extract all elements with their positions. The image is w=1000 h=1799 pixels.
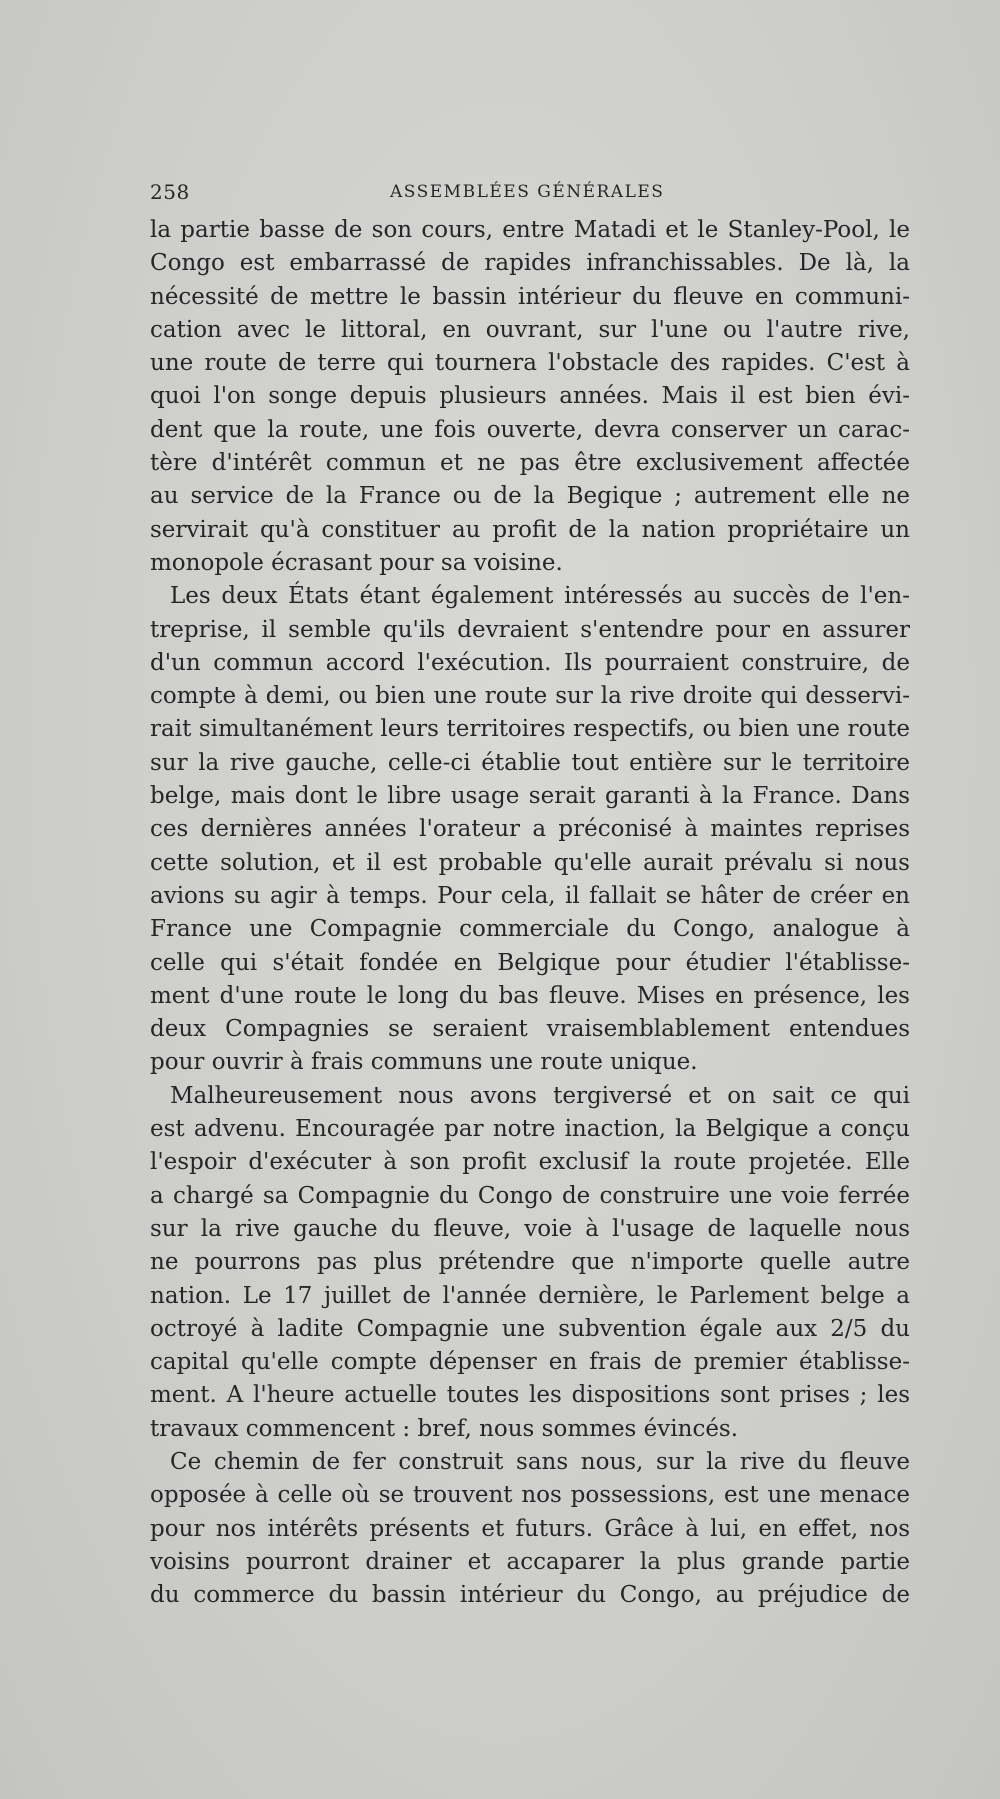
text-line: voisins pourront drainer et accaparer la plus grande partie: [150, 1548, 910, 1575]
text-line: deux Compagnies se seraient vraisemblablement entendues: [150, 1016, 910, 1043]
body-text: [150, 214, 910, 1612]
text-line: pour nos intérêts présents et futurs. Grâce à lui, en effet, nos: [150, 1515, 910, 1542]
text-line: au service de la France ou de la Begique ; autrement elle ne: [150, 483, 910, 510]
text-line: ces dernières années l'orateur a préconisé à maintes reprises: [150, 816, 910, 843]
text-line: opposée à celle où se trouvent nos possessions, est une menace: [150, 1482, 910, 1509]
page-header: [150, 180, 910, 206]
text-line: la partie basse de son cours, entre Matadi et le Stanley-Pool, le: [150, 217, 910, 243]
text-line: nation. Le 17 juillet de l'année dernière, le Parlement belge a: [150, 1282, 910, 1309]
text-line: tère d'intérêt commun et ne pas être exclusivement affectée: [150, 450, 910, 477]
text-line: monopole écrasant pour sa voisine.: [150, 549, 563, 576]
text-line: cation avec le littoral, en ouvrant, sur l'une ou l'autre rive,: [150, 316, 910, 343]
text-line: pour ouvrir à frais communs une route unique.: [150, 1049, 698, 1076]
text-line: belge, mais dont le libre usage serait garanti à la France. Dans: [150, 783, 910, 810]
text-line: compte à demi, ou bien une route sur la rive droite qui desservi-: [150, 683, 910, 710]
text-line: avions su agir à temps. Pour cela, il fallait se hâter de créer en: [150, 882, 910, 909]
text-line: sur la rive gauche, celle-ci établie tout entière sur le territoire: [150, 749, 910, 776]
text-line: sur la rive gauche du fleuve, voie à l'usage de laquelle nous: [150, 1215, 910, 1242]
text-line: une route de terre qui tournera l'obstacle des rapides. C'est à: [150, 350, 910, 377]
text-line: a chargé sa Compagnie du Congo de construire une voie ferrée: [150, 1182, 910, 1209]
text-line: France une Compagnie commerciale du Congo, analogue à: [150, 916, 910, 943]
text-line: travaux commencent : bref, nous sommes évincés.: [150, 1415, 739, 1442]
text-line: celle qui s'était fondée en Belgique pour étudier l'établisse-: [150, 949, 910, 976]
text-line: Les deux États étant également intéressés au succès de l'en-: [170, 583, 910, 610]
text-line: servirait qu'à constituer au profit de la nation propriétaire un: [150, 516, 910, 543]
text-line: ment d'une route le long du bas fleuve. Mises en présence, les: [150, 982, 910, 1009]
text-line: Ce chemin de fer construit sans nous, sur la rive du fleuve: [170, 1448, 910, 1475]
text-line: rait simultanément leurs territoires respectifs, ou bien une route: [150, 716, 910, 743]
text-line: Malheureusement nous avons tergiversé et on sait ce qui: [170, 1082, 910, 1109]
text-line: cette solution, et il est probable qu'elle aurait prévalu si nous: [150, 849, 910, 876]
running-title: ASSEMBLÉES GÉNÉRALES: [390, 182, 665, 202]
text-line: treprise, il semble qu'ils devraient s'entendre pour en assurer: [150, 616, 910, 643]
page-number: 258: [150, 180, 190, 204]
text-line: capital qu'elle compte dépenser en frais de premier établisse-: [150, 1349, 910, 1376]
text-line: nécessité de mettre le bassin intérieur du fleuve en communi-: [150, 283, 910, 310]
text-line: est advenu. Encouragée par notre inaction, la Belgique a conçu: [150, 1116, 910, 1143]
text-line: ne pourrons pas plus prétendre que n'importe quelle autre: [150, 1249, 910, 1276]
text-line: l'espoir d'exécuter à son profit exclusif la route projetée. Elle: [150, 1149, 910, 1176]
text-line: quoi l'on songe depuis plusieurs années. Mais il est bien évi-: [150, 383, 910, 410]
text-line: ment. A l'heure actuelle toutes les dispositions sont prises ; les: [150, 1382, 910, 1409]
text-line: du commerce du bassin intérieur du Congo, au préjudice de: [150, 1582, 910, 1609]
text-line: d'un commun accord l'exécution. Ils pourraient construire, de: [150, 649, 910, 676]
text-line: Congo est embarrassé de rapides infranchissables. De là, la: [150, 250, 910, 277]
text-line: dent que la route, une fois ouverte, devra conserver un carac-: [150, 416, 910, 443]
text-line: octroyé à ladite Compagnie une subvention égale aux 2/5 du: [150, 1315, 910, 1342]
